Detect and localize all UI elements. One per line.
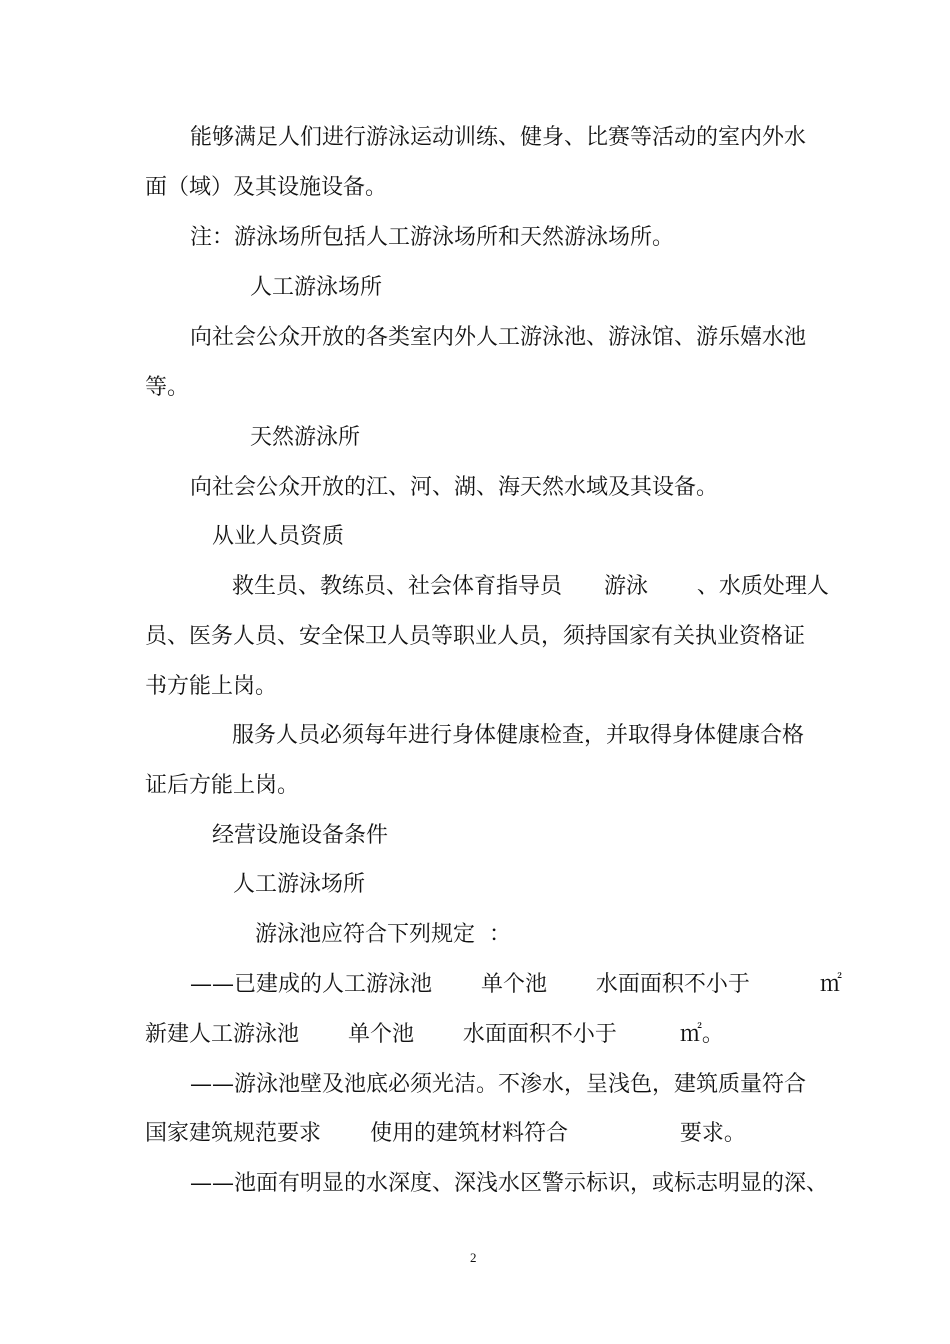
text-line: 员、医务人员、安全保卫人员等职业人员，须持国家有关执业资格证 <box>145 624 806 649</box>
text-line: 面（域）及其设施设备。 <box>145 175 388 200</box>
text-line: 等。 <box>145 375 190 400</box>
text-line: 国家建筑规范要求 使用的建筑材料符合 要求。 <box>145 1121 746 1146</box>
text-line: 向社会公众开放的各类室内外人工游泳池、游泳馆、游乐嬉水池 <box>190 325 807 350</box>
text-line: 证后方能上岗。 <box>145 773 300 798</box>
text-line: 新建人工游泳池 单个池 水面面积不小于 ㎡。 <box>145 1022 724 1047</box>
text-line: 服务人员必须每年进行身体健康检查，并取得身体健康合格 <box>232 723 805 748</box>
text-line: 注：游泳场所包括人工游泳场所和天然游泳场所。 <box>190 225 675 250</box>
text-line: ——游泳池壁及池底必须光洁。不渗水，呈浅色，建筑质量符合 <box>190 1072 807 1097</box>
text-line: ——池面有明显的水深度、深浅水区警示标识，或标志明显的深、 <box>190 1171 829 1196</box>
text-line: 能够满足人们进行游泳运动训练、健身、比赛等活动的室内外水 <box>190 125 807 150</box>
section-heading: 人工游泳场所 <box>233 872 366 897</box>
text-line: 游泳池应符合下列规定 ： <box>255 922 511 947</box>
text-line: 救生员、教练员、社会体育指导员 游泳 、水质处理人 <box>232 574 829 599</box>
section-heading: 从业人员资质 <box>212 524 345 549</box>
text-line: ——已建成的人工游泳池 单个池 水面面积不小于 ㎡ <box>190 972 842 997</box>
section-heading: 人工游泳场所 <box>250 275 383 300</box>
section-heading: 天然游泳所 <box>250 425 361 450</box>
section-heading: 经营设施设备条件 <box>212 823 389 848</box>
text-line: 向社会公众开放的江、河、湖、海天然水域及其设备。 <box>190 475 719 500</box>
text-line: 书方能上岗。 <box>145 674 278 699</box>
page-number: 2 <box>470 1250 477 1265</box>
